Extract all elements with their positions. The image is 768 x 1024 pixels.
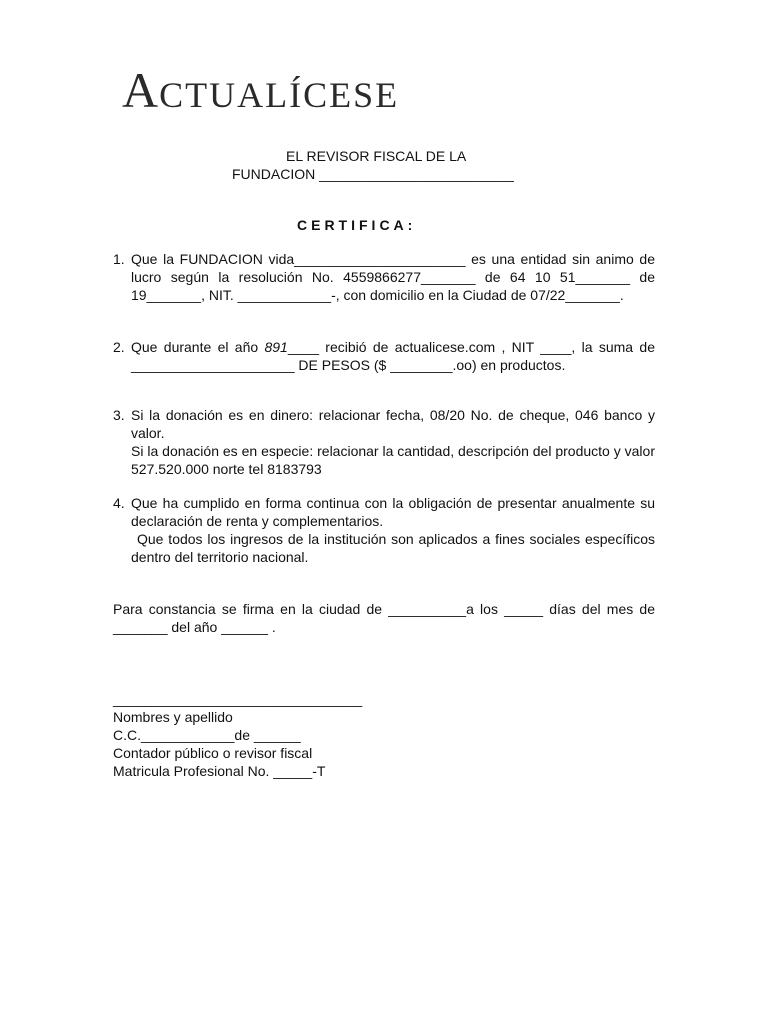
list-item-4: [113, 494, 655, 566]
signer-role-label: Contador público o revisor fiscal: [113, 745, 313, 761]
signer-name-label: Nombres y apellido: [113, 709, 233, 725]
item-text: Que durante el año 891____ recibió de actualicese.com , NIT ____, la suma de _____________________ DE PESOS ($ ________.oo) en productos.: [131, 339, 655, 373]
item-text: Que todos los ingresos de la institución son aplicados a fines sociales específicos dentro del territorio nacional.: [131, 531, 655, 565]
item-text: Si la donación es en dinero: relacionar fecha, 08/20 No. de cheque, 046 banco y valor.: [131, 407, 655, 441]
item-number: 3.: [113, 407, 125, 423]
closing-paragraph: Para constancia se firma en la ciudad de __________a los _____ días del mes de _______ del año ______ .: [113, 601, 655, 635]
list-item-2: [113, 338, 655, 374]
certifica-title: CERTIFICA:: [297, 217, 417, 233]
item-text: Que ha cumplido en forma continua con la obligación de presentar anualmente su declaración de renta y complementarios.: [131, 495, 655, 529]
signature-block: [113, 690, 362, 780]
list-item-1: [113, 250, 655, 304]
item-text: Si la donación es en especie: relacionar la cantidad, descripción del producto y valor 527.520.000 norte tel 8183793: [131, 443, 655, 477]
item-text: Que la FUNDACION vida______________________ es una entidad sin animo de lucro según la resolución No. 4559866277_______ de 64 10 51_______ de 19_______, NIT. ____________-, con domicilio en la Ciudad de 07/22_______.: [131, 251, 655, 303]
item-number: 1.: [113, 251, 125, 267]
header-line-1: EL REVISOR FISCAL DE LA: [286, 148, 467, 164]
item-number: 4.: [113, 495, 125, 511]
actualicese-logo: ACTUALÍCESE: [122, 62, 400, 118]
year-value: 891: [264, 339, 288, 355]
item-number: 2.: [113, 339, 125, 355]
signature-line: ________________________________: [113, 691, 363, 707]
signer-license-label: Matricula Profesional No. _____-T: [113, 763, 326, 779]
header-line-2: FUNDACION _________________________: [232, 166, 514, 182]
list-item-3: [113, 406, 655, 478]
signer-id-label: C.C.____________de ______: [113, 727, 301, 743]
